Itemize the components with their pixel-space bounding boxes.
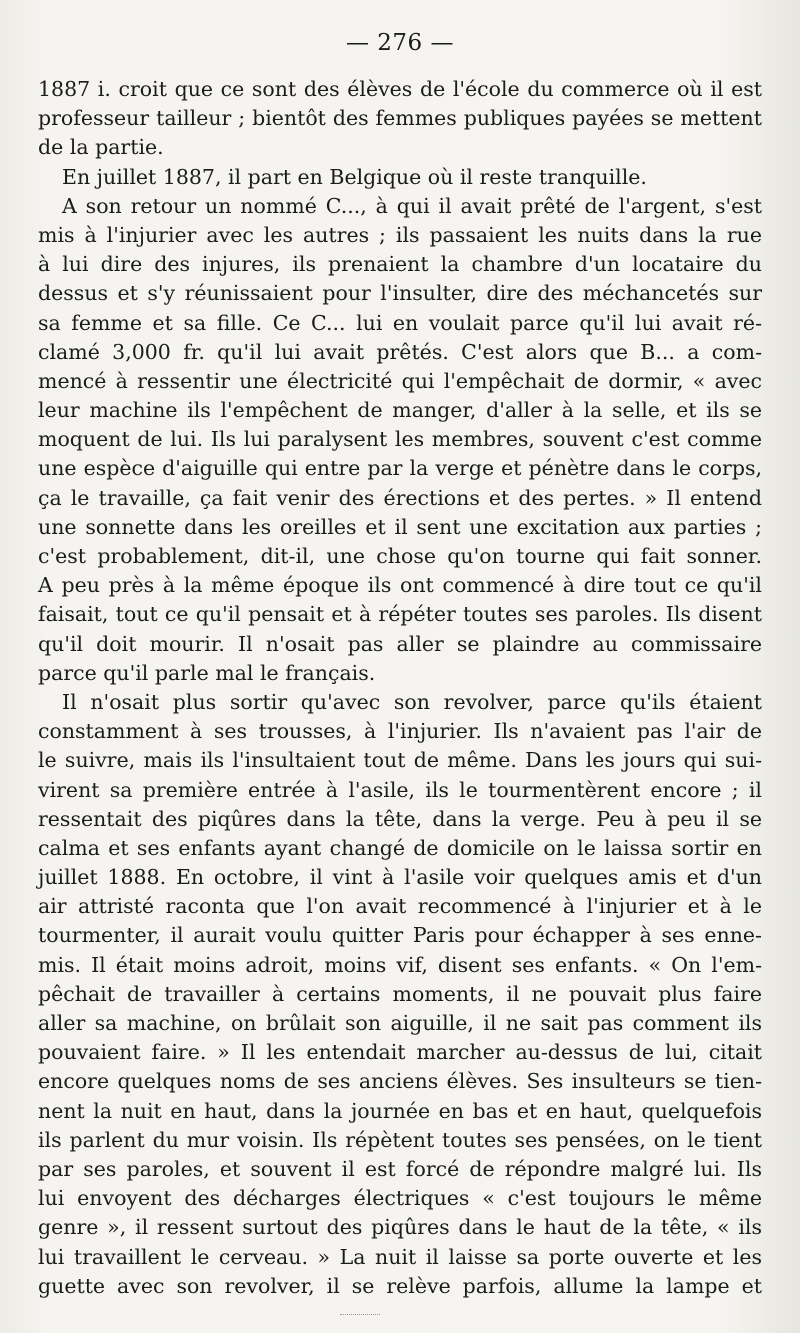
- text-line: aller sa machine, on brûlait son aiguille, il ne sait pas comment ils: [38, 1011, 762, 1035]
- text-line: ressentait des piqûres dans la tête, dans la verge. Peu à peu il se: [38, 806, 762, 831]
- text-line: guette avec son revolver, il se relève parfois, allume la lampe et: [38, 1273, 762, 1298]
- text-line: à lui dire des injures, ils prenaient la chambre d'un locataire du: [38, 252, 762, 277]
- text-line: une sonnette dans les oreilles et il sent une excitation aux parties ;: [38, 514, 762, 539]
- page-number: — 276 —: [345, 30, 455, 56]
- text-line: Il n'osait plus sortir qu'avec son revolver, parce qu'ils étaient: [62, 689, 762, 714]
- text-line: A son retour un nommé C..., à qui il avait prêté de l'argent, s'est: [62, 193, 762, 218]
- text-line: professeur tailleur ; bientôt des femmes publiques payées se mettent: [38, 106, 762, 131]
- text-line: ils parlent du mur voisin. Ils répètent toutes ses pensées, on le tient: [38, 1127, 762, 1152]
- text-line: pêchait de travailler à certains moments, il ne pouvait plus faire: [38, 981, 762, 1006]
- text-line: une espèce d'aiguille qui entre par la verge et pénètre dans le corps,: [38, 456, 762, 481]
- text-line: tourmenter, il aurait voulu quitter Paris pour échapper à ses enne-: [38, 923, 762, 948]
- text-line: ça le travaille, ça fait venir des érections et des pertes. » Il entend: [38, 485, 762, 510]
- text-line: lui envoyent des décharges électriques « c'est toujours le même: [38, 1186, 762, 1211]
- text-line: genre », il ressent surtout des piqûres dans le haut de la tête, « ils: [38, 1215, 762, 1240]
- text-line: lui travaillent le cerveau. » La nuit il laisse sa porte ouverte et les: [38, 1244, 762, 1269]
- text-line: dessus et s'y réunissaient pour l'insulter, dire des méchancetés sur: [38, 281, 762, 306]
- text-line: virent sa première entrée à l'asile, ils le tourmentèrent encore ; il: [38, 777, 762, 802]
- text-line: mencé à ressentir une électricité qui l'empêchait de dormir, « avec: [38, 368, 762, 393]
- text-line: juillet 1888. En octobre, il vint à l'asile voir quelques amis et d'un: [38, 865, 762, 890]
- text-line: En juillet 1887, il part en Belgique où il reste tranquille.: [62, 164, 647, 189]
- text-line: c'est probablement, dit-il, une chose qu'on tourne qui fait sonner.: [38, 544, 762, 568]
- text-line: nent la nuit en haut, dans la journée en bas et en haut, quelquefois: [38, 1098, 762, 1123]
- bottom-mark: [340, 1314, 380, 1315]
- text-line: constamment à ses trousses, à l'injurier. Ils n'avaient pas l'air de: [38, 719, 762, 744]
- text-line: qu'il doit mourir. Il n'osait pas aller se plaindre au commissaire: [38, 631, 762, 656]
- text-line: leur machine ils l'empêchent de manger, d'aller à la selle, et ils se: [38, 398, 762, 423]
- text-line: mis. Il était moins adroit, moins vif, disent ses enfants. « On l'em-: [38, 952, 762, 977]
- text-line: mis à l'injurier avec les autres ; ils passaient les nuits dans la rue: [38, 222, 762, 247]
- text-line: A peu près à la même époque ils ont commencé à dire tout ce qu'il: [38, 573, 762, 598]
- text-line: moquent de lui. Ils lui paralysent les membres, souvent c'est comme: [38, 427, 762, 452]
- text-line: par ses paroles, et souvent il est forcé de répondre malgré lui. Ils: [38, 1156, 762, 1181]
- text-line: clamé 3,000 fr. qu'il lui avait prêtés. C'est alors que B... a com-: [38, 339, 762, 364]
- text-line: air attristé raconta que l'on avait recommencé à l'injurier et à le: [38, 894, 762, 919]
- text-line: parce qu'il parle mal le français.: [38, 660, 376, 685]
- text-line: pouvaient faire. » Il les entendait marcher au-dessus de lui, citait: [38, 1040, 762, 1065]
- text-line: le suivre, mais ils l'insultaient tout de même. Dans les jours qui sui-: [38, 748, 762, 773]
- text-line: faisait, tout ce qu'il pensait et à répéter toutes ses paroles. Ils disent: [38, 602, 762, 627]
- text-line: 1887 i. croit que ce sont des élèves de l'école du commerce où il est: [38, 77, 762, 101]
- body-text: [38, 75, 762, 1301]
- text-line: encore quelques noms de ses anciens élèves. Ses insulteurs se tien-: [38, 1069, 762, 1094]
- text-line: de la partie.: [38, 135, 164, 160]
- text-line: sa femme et sa fille. Ce C... lui en voulait parce qu'il lui avait ré-: [38, 310, 762, 335]
- text-line: calma et ses enfants ayant changé de domicile on le laissa sortir en: [38, 835, 762, 860]
